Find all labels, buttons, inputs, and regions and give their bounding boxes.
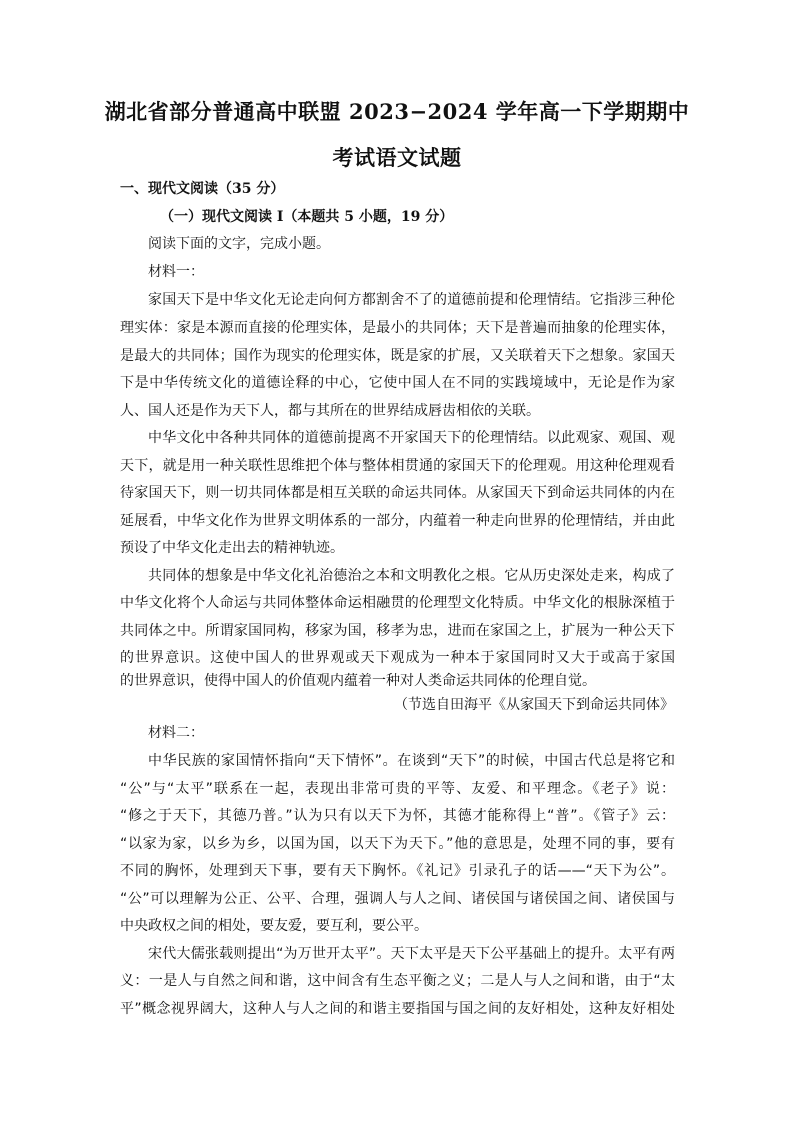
material1-line: 待家国天下，则一切共同体都是相互关联的命运共同体。从家国天下到命运共同体的内在 (120, 485, 675, 501)
material1-line: 延展看，中华文化作为世界文明体系的一部分，内蕴着一种走向世界的伦理情结，并由此 (120, 513, 675, 529)
material1-line: 中华文化将个人命运与共同体整体命运相融贯的伦理型文化特质。中华文化的根脉深植于 (120, 595, 675, 611)
material2-line: 义：一是人与自然之间和谐，这中间含有生态平衡之义；二是人与人之间和谐，由于“太 (120, 973, 675, 989)
material2-line: “修之于天下，其德乃普。”认为只有以天下为怀，其德才能称得上“普”。《管子》云： (120, 808, 675, 824)
material2-line: “公”可以理解为公正、公平、合理，强调人与人之间、诸侯国与诸侯国之间、诸侯国与 (120, 891, 675, 907)
material1-line: 人、国人还是作为天下人，都与其所在的世界结成唇齿相依的关联。 (120, 403, 540, 419)
section-heading: 一、现代文阅读（35 分） (120, 181, 285, 197)
material1-label: 材料一： (148, 264, 204, 280)
material1-line: 是最大的共同体；国作为现实的伦理实体，既是家的扩展，又关联着天下之想象。家国天 (120, 348, 675, 364)
material1-line: 家国天下是中华文化无论走向何方都割舍不了的道德前提和伦理情结。它指涉三种伦 (148, 292, 675, 308)
subsection-heading: （一）现代文阅读 I（本题共 5 小题，19 分） (160, 209, 454, 225)
instruction-text: 阅读下面的文字，完成小题。 (148, 236, 330, 252)
material2-line: 中华民族的家国情怀指向“天下情怀”。在谈到“天下”的时候，中国古代总是将它和 (148, 753, 675, 769)
material2-line: 平”概念视界阔大，这种人与人之间的和谐主要指国与国之间的友好相处，这种友好相处 (120, 1001, 675, 1017)
material1-line: 共同体之中。所谓家国同构，移家为国，移孝为忠，进而在家国之上，扩展为一种公天下 (120, 623, 675, 639)
material1-line: 的世界意识。这使中国人的世界观或天下观成为一种本于家国同时又大于或高于家国 (120, 650, 675, 666)
material2-line: “以家为家，以乡为乡，以国为国，以天下为天下。”他的意思是，处理不同的事，要有 (120, 836, 675, 852)
material2-line: 宋代大儒张载则提出“为万世开太平”。天下太平是天下公平基础上的提升。太平有两 (148, 946, 675, 962)
material1-line: 下是中华传统文化的道德诠释的中心，它使中国人在不同的实践境域中，无论是作为家 (120, 375, 675, 391)
material2-line: 不同的胸怀，处理到天下事，要有天下胸怀。《礼记》引录孔子的话——“天下为公”。 (120, 863, 675, 879)
material1-source: （节选自田海平《从家国天下到命运共同体》 (394, 697, 674, 713)
material1-line: 预设了中华文化走出去的精神轨迹。 (120, 540, 344, 556)
document-title-line2: 考试语文试题 (332, 145, 462, 170)
material1-line: 中华文化中各种共同体的道德前提离不开家国天下的伦理情结。以此观家、观国、观 (148, 430, 675, 446)
material1-line: 的世界意识，使得中国人的价值观内蕴着一种对人类命运共同体的伦理自觉。 (120, 673, 596, 689)
material2-line: “公”与“太平”联系在一起，表现出非常可贵的平等、友爱、和平理念。《老子》说： (120, 781, 675, 797)
material1-line: 共同体的想象是中华文化礼治德治之本和文明教化之根。它从历史深处走来，构成了 (148, 568, 675, 584)
material1-line: 理实体：家是本源而直接的伦理实体，是最小的共同体；天下是普遍而抽象的伦理实体， (120, 320, 675, 336)
document-title-line1: 湖北省部分普通高中联盟 2023−2024 学年高一下学期期中 (104, 99, 690, 124)
material2-label: 材料二： (148, 725, 204, 741)
material2-line: 中央政权之间的相处，要友爱，要互利，要公平。 (120, 918, 428, 934)
material1-line: 天下，就是用一种关联性思维把个体与整体相贯通的家国天下的伦理观。用这种伦理观看 (120, 458, 675, 474)
